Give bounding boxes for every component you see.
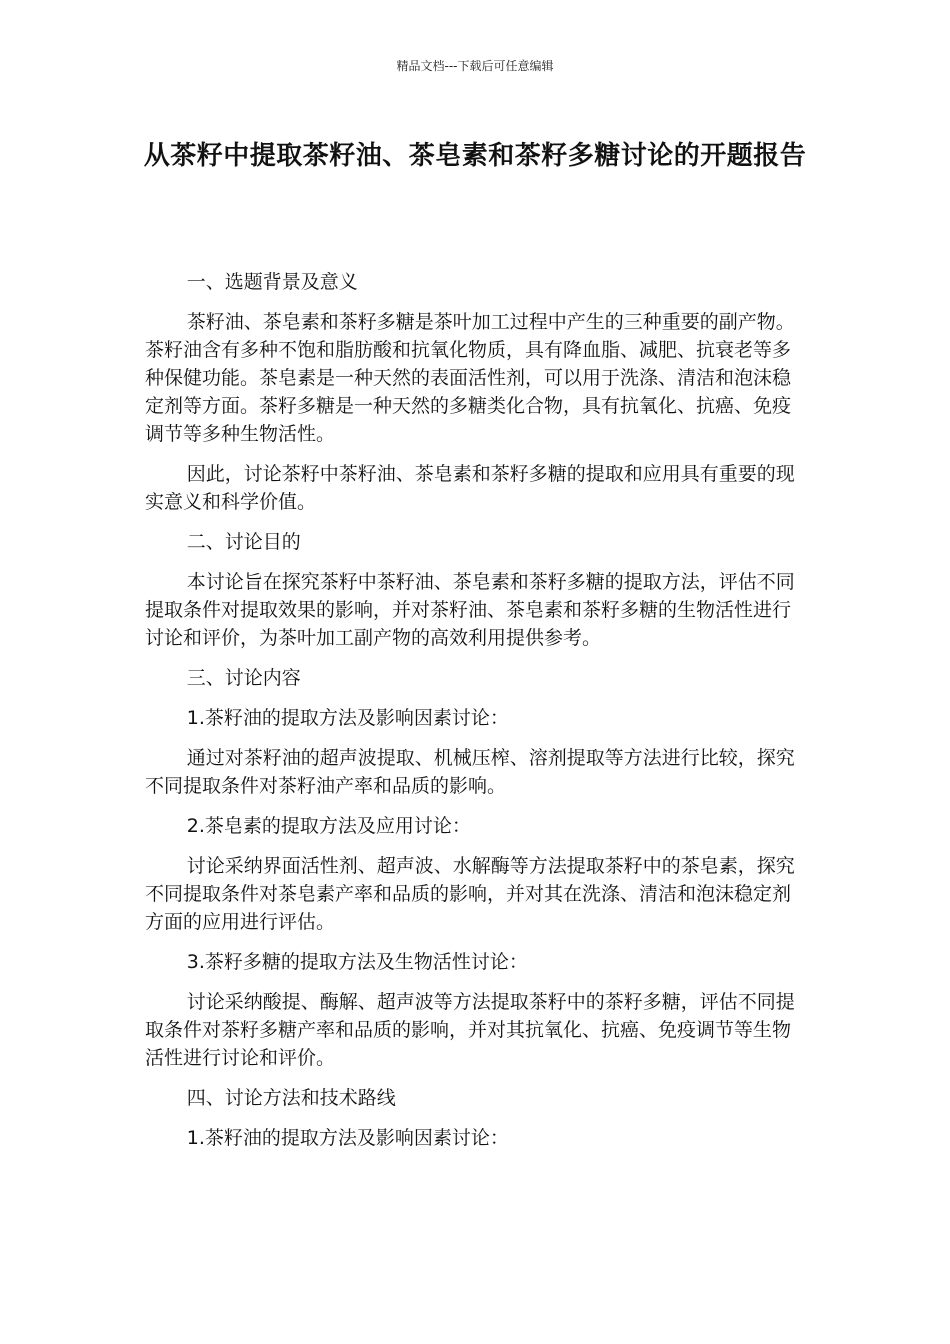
- page-header: 精品文档---下载后可任意编辑: [396, 59, 554, 73]
- subheading-tea-seed-oil: 1.茶籽油的提取方法及影响因素讨论：: [186, 707, 509, 729]
- document-title: 从茶籽中提取茶籽油、茶皂素和茶籽多糖讨论的开题报告: [143, 141, 807, 171]
- section-heading-background: 一、选题背景及意义: [186, 271, 358, 293]
- subheading-polysaccharide: 3.茶籽多糖的提取方法及生物活性讨论：: [186, 951, 528, 973]
- paragraph-tea-seed-oil: 通过对茶籽油的超声波提取、机械压榨、溶剂提取等方法进行比较，探究不同提取条件对茶籽油产率和品质的影响。: [145, 747, 795, 797]
- section-heading-purpose: 二、讨论目的: [186, 531, 301, 553]
- paragraph-purpose: 本讨论旨在探究茶籽中茶籽油、茶皂素和茶籽多糖的提取方法，评估不同提取条件对提取效果的影响，并对茶籽油、茶皂素和茶籽多糖的生物活性进行讨论和评价，为茶叶加工副产物的高效利用提供参考。: [145, 571, 795, 649]
- document-body: [145, 268, 805, 1164]
- paragraph-polysaccharide: 讨论采纳酸提、酶解、超声波等方法提取茶籽中的茶籽多糖，评估不同提取条件对茶籽多糖产率和品质的影响，并对其抗氧化、抗癌、免疫调节等生物活性进行讨论和评价。: [145, 991, 795, 1069]
- subheading-methods-oil: 1.茶籽油的提取方法及影响因素讨论：: [186, 1127, 509, 1149]
- section-heading-methods: 四、讨论方法和技术路线: [186, 1087, 396, 1109]
- paragraph-background: 茶籽油、茶皂素和茶籽多糖是茶叶加工过程中产生的三种重要的副产物。茶籽油含有多种不饱和脂肪酸和抗氧化物质，具有降血脂、减肥、抗衰老等多种保健功能。茶皂素是一种天然的表面活性剂，可以用于洗涤、清洁和泡沫稳定剂等方面。茶籽多糖是一种天然的多糖类化合物，具有抗氧化、抗癌、免疫调节等多种生物活性。: [145, 311, 795, 445]
- paragraph-tea-saponin: 讨论采纳界面活性剂、超声波、水解酶等方法提取茶籽中的茶皂素，探究不同提取条件对茶皂素产率和品质的影响，并对其在洗涤、清洁和泡沫稳定剂方面的应用进行评估。: [145, 855, 795, 933]
- section-heading-content: 三、讨论内容: [186, 667, 301, 689]
- subheading-tea-saponin: 2.茶皂素的提取方法及应用讨论：: [186, 815, 471, 837]
- paragraph-significance: 因此，讨论茶籽中茶籽油、茶皂素和茶籽多糖的提取和应用具有重要的现实意义和科学价值。: [145, 463, 795, 513]
